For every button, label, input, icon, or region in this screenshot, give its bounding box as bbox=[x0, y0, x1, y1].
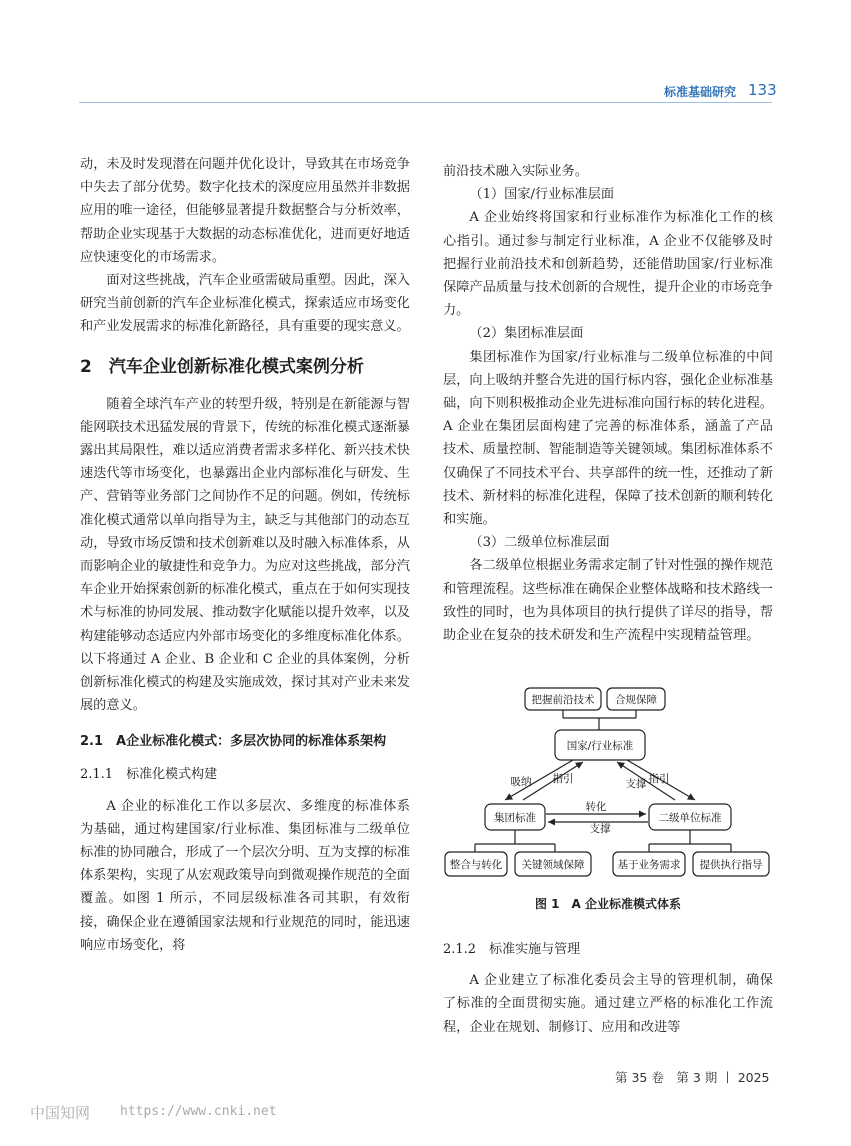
section-2-1-heading: 2.1 A企业标准化模式：多层次协同的标准体系架构 bbox=[80, 734, 387, 750]
box-second-level-label: 二级单位标准 bbox=[658, 812, 722, 824]
paragraph: 集团标准作为国家/行业标准与二级单位标准的中间层，向上吸纳并整合先进的国行标内容，强化企业标准基础，向下则积极推动企业先进标准向国行标的转化进程。A 企业在集团层面构建了完善的标准体系，涵盖了产品技术、质量控制、智能制造等关键领域。集团标准体系不仅确保了不同技术平台、共享部件的统一性，还推动了新技术、新材料的标准化进程，保障了技术创新的顺利转化和实施。 bbox=[443, 349, 773, 528]
box-bl2-label: 关键领域保障 bbox=[521, 859, 585, 871]
label-convert: 转化 bbox=[585, 801, 607, 813]
subheading: （3）二级单位标准层面 bbox=[469, 535, 610, 551]
journal-issue: 第 35 卷 第 3 期 丨 2025 bbox=[615, 1070, 770, 1085]
paragraph: A 企业的标准化工作以多层次、多维度的标准体系为基础，通过构建国家/行业标准、集团标准与二级单位标准的协同融合，形成了一个层次分明、互为支撑的标准体系架构，实现了从宏观政策导向到微观操作规范的全面覆盖。如图 1 所示，不同层级标准各司其职，有效衔接，确保企业在遵循国家法规和行业规范的同时，能迅速响应市场变化，将 bbox=[80, 798, 410, 953]
paragraph: 各二级单位根据业务需求定制了针对性强的操作规范和管理流程。这些标准在确保企业整体战略和技术路线一致性的同时，也为具体项目的执行提供了详尽的指导，帮助企业在复杂的技术研发和生产流程中实现精益管理。 bbox=[443, 558, 773, 644]
section-2-1-2-heading: 2.1.2 标准实施与管理 bbox=[443, 942, 581, 957]
box-group-label: 集团标准 bbox=[494, 812, 536, 824]
section-2-1-1-heading: 2.1.1 标准化模式构建 bbox=[80, 767, 218, 783]
paragraph: 动，未及时发现潜在问题并优化设计，导致其在市场竞争中失去了部分优势。数字化技术的深度应用虽然并非数据应用的唯一途径，但能够显著提升数据整合与分析效率，帮助企业实现基于大数据的动态标准优化，进而更好地适应快速变化的市场需求。 bbox=[80, 157, 410, 265]
label-absorb: 吸纳 bbox=[510, 776, 532, 788]
label-support-mid: 支撑 bbox=[589, 823, 611, 835]
cnki-url[interactable]: https://www.cnki.net bbox=[120, 1104, 277, 1119]
page-number: 133 bbox=[748, 81, 777, 99]
header-divider bbox=[79, 102, 772, 103]
label-guide-left: 指引 bbox=[552, 773, 574, 785]
box-bl1-label: 整合与转化 bbox=[449, 859, 503, 871]
figure-1-diagram bbox=[443, 680, 773, 885]
paragraph: 随着全球汽车产业的转型升级，特别是在新能源与智能网联技术迅猛发展的背景下，传统的标准化模式逐渐暴露出其局限性，难以适应消费者需求多样化、新兴技术快速迭代等市场变化，也暴露出企业内部标准化与研发、生产、营销等业务部门之间协作不足的问题。例如，传统标准化模式通常以单向指导为主，缺乏与其他部门的动态互动，导致市场反馈和技术创新难以及时融入标准体系，从而影响企业的敏捷性和竞争力。为应对这些挑战，部分汽车企业开始探索创新的标准化模式，重点在于如何实现技术与标准的协同发展、推动数字化赋能以提升效率，以及构建能够动态适应内外部市场变化的多维度标准化体系。以下将通过 A 企业、B 企业和 C 企业的具体案例，分析创新标准化模式的构建及实施成效，探讨其对产业未来发展的意义。 bbox=[80, 396, 410, 714]
subheading: （2）集团标准层面 bbox=[469, 326, 584, 342]
box-center-label: 国家/行业标准 bbox=[566, 740, 634, 752]
box-br1-label: 基于业务需求 bbox=[617, 859, 681, 871]
paragraph: A 企业始终将国家和行业标准作为标准化工作的核心指引。通过参与制定行业标准，A 企业不仅能够及时把握行业前沿技术和创新趋势，还能借助国家/行业标准保障产品质量与技术创新的合规性，提升企业的市场竞争力。 bbox=[443, 210, 773, 319]
paragraph: A 企业建立了标准化委员会主导的管理机制，确保了标准的全面贯彻实施。通过建立严格的标准化工作流程，企业在规划、制修订、应用和改进等 bbox=[443, 973, 773, 1035]
paragraph: 前沿技术融入实际业务。 bbox=[443, 164, 589, 179]
subheading: （1）国家/行业标准层面 bbox=[469, 187, 615, 203]
label-support-right: 支撑 bbox=[625, 778, 647, 790]
right-column-lower bbox=[443, 938, 773, 1039]
box-br2-label: 提供执行指导 bbox=[699, 859, 763, 871]
section-2-heading: 2 汽车企业创新标准化模式案例分析 bbox=[80, 356, 364, 377]
box-top-right-label: 合规保障 bbox=[615, 694, 657, 706]
cnki-watermark: 中国知网 bbox=[30, 1104, 91, 1122]
figure-caption: 图 1 A 企业标准模式体系 bbox=[535, 897, 681, 911]
label-guide-right: 指引 bbox=[648, 773, 670, 785]
paragraph: 面对这些挑战，汽车企业亟需破局重塑。因此，深入研究当前创新的汽车企业标准化模式，探索适应市场变化和产业发展需求的标准化新路径，具有重要的现实意义。 bbox=[80, 273, 410, 335]
right-column bbox=[443, 160, 773, 647]
box-top-left-label: 把握前沿技术 bbox=[531, 694, 595, 706]
running-header-title: 标准基础研究 bbox=[664, 85, 737, 99]
left-column bbox=[80, 153, 410, 957]
